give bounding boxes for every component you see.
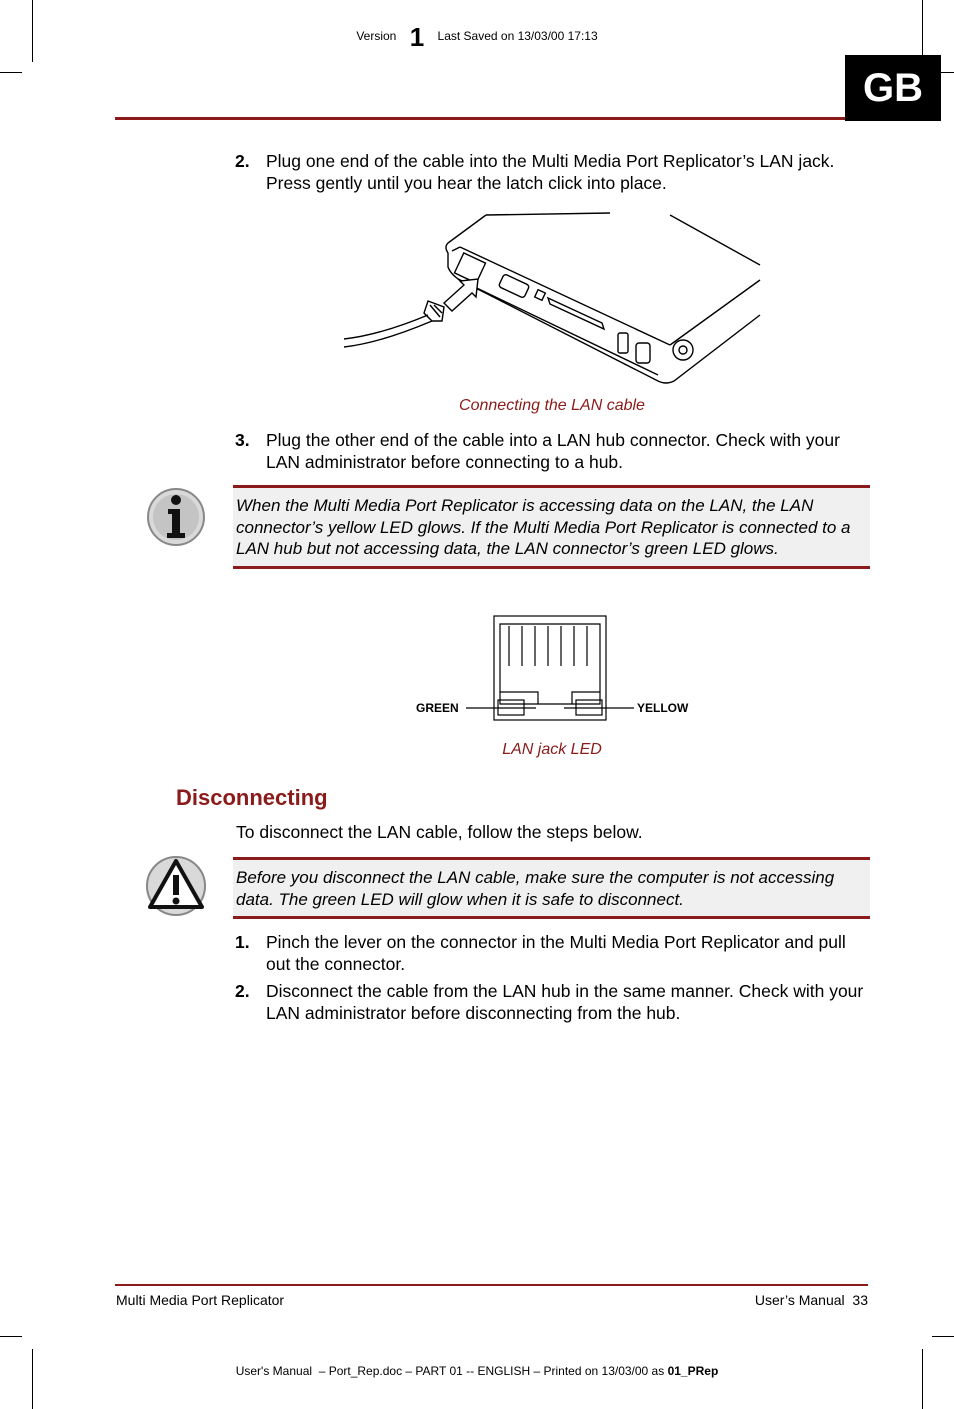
- crop-mark: [0, 72, 22, 73]
- crop-mark: [32, 1349, 33, 1409]
- crop-mark: [922, 1349, 923, 1409]
- info-note: When the Multi Media Port Replicator is accessing data on the LAN, the LAN connector’s yellow LED glows. If the Multi Media Port Replicator is connected to a LAN hub but not accessing data, the LAN connector’s green LED glows.: [233, 485, 870, 569]
- step-number: 1.: [235, 932, 250, 952]
- yellow-led-label: YELLOW: [637, 701, 689, 715]
- info-icon: [146, 487, 206, 547]
- footer-page: User’s Manual 33: [754, 1292, 868, 1308]
- figure-caption: LAN jack LED: [502, 741, 602, 758]
- crop-mark: [932, 1336, 954, 1337]
- print-info: [0, 1364, 954, 1378]
- section-heading: Disconnecting: [176, 785, 328, 810]
- version-info: [0, 22, 954, 53]
- last-saved: Last Saved on 13/03/00 17:13: [437, 29, 598, 43]
- header-rule: [115, 117, 845, 120]
- step-number: 2.: [235, 151, 250, 171]
- step-text: Plug the other end of the cable into a LAN hub connector. Check with your LAN administrator before connecting to a hub.: [266, 430, 840, 472]
- step-number: 2.: [235, 981, 250, 1001]
- step-text: Disconnect the cable from the LAN hub in the same manner. Check with your LAN administrator before disconnecting from the hub.: [266, 981, 864, 1023]
- footer-rule: [115, 1284, 868, 1286]
- lan-cable-illustration: [340, 205, 770, 390]
- step-text: Pinch the lever on the connector in the Multi Media Port Replicator and pull out the connector.: [266, 932, 846, 974]
- version-label: Version: [356, 29, 397, 43]
- print-info-text: User's Manual – Port_Rep.doc – PART 01 -- ENGLISH – Printed on 13/03/00 as: [235, 1364, 668, 1378]
- crop-mark: [0, 1336, 22, 1337]
- caution-icon: [145, 855, 207, 917]
- step-text: Plug one end of the cable into the Multi Media Port Replicator’s LAN jack. Press gently until you hear the latch click into place.: [266, 151, 835, 193]
- footer-title: Multi Media Port Replicator: [116, 1292, 285, 1308]
- green-led-label: GREEN: [416, 701, 459, 715]
- figure-caption: Connecting the LAN cable: [459, 397, 645, 414]
- version-number: 1: [409, 22, 425, 52]
- step-number: 3.: [235, 430, 250, 450]
- language-tab: GB: [845, 55, 941, 121]
- caution-note: Before you disconnect the LAN cable, make sure the computer is not accessing data. The green LED will glow when it is safe to disconnect.: [233, 857, 870, 919]
- print-info-file: 01_PRep: [667, 1364, 719, 1378]
- section-intro: To disconnect the LAN cable, follow the steps below.: [236, 822, 643, 842]
